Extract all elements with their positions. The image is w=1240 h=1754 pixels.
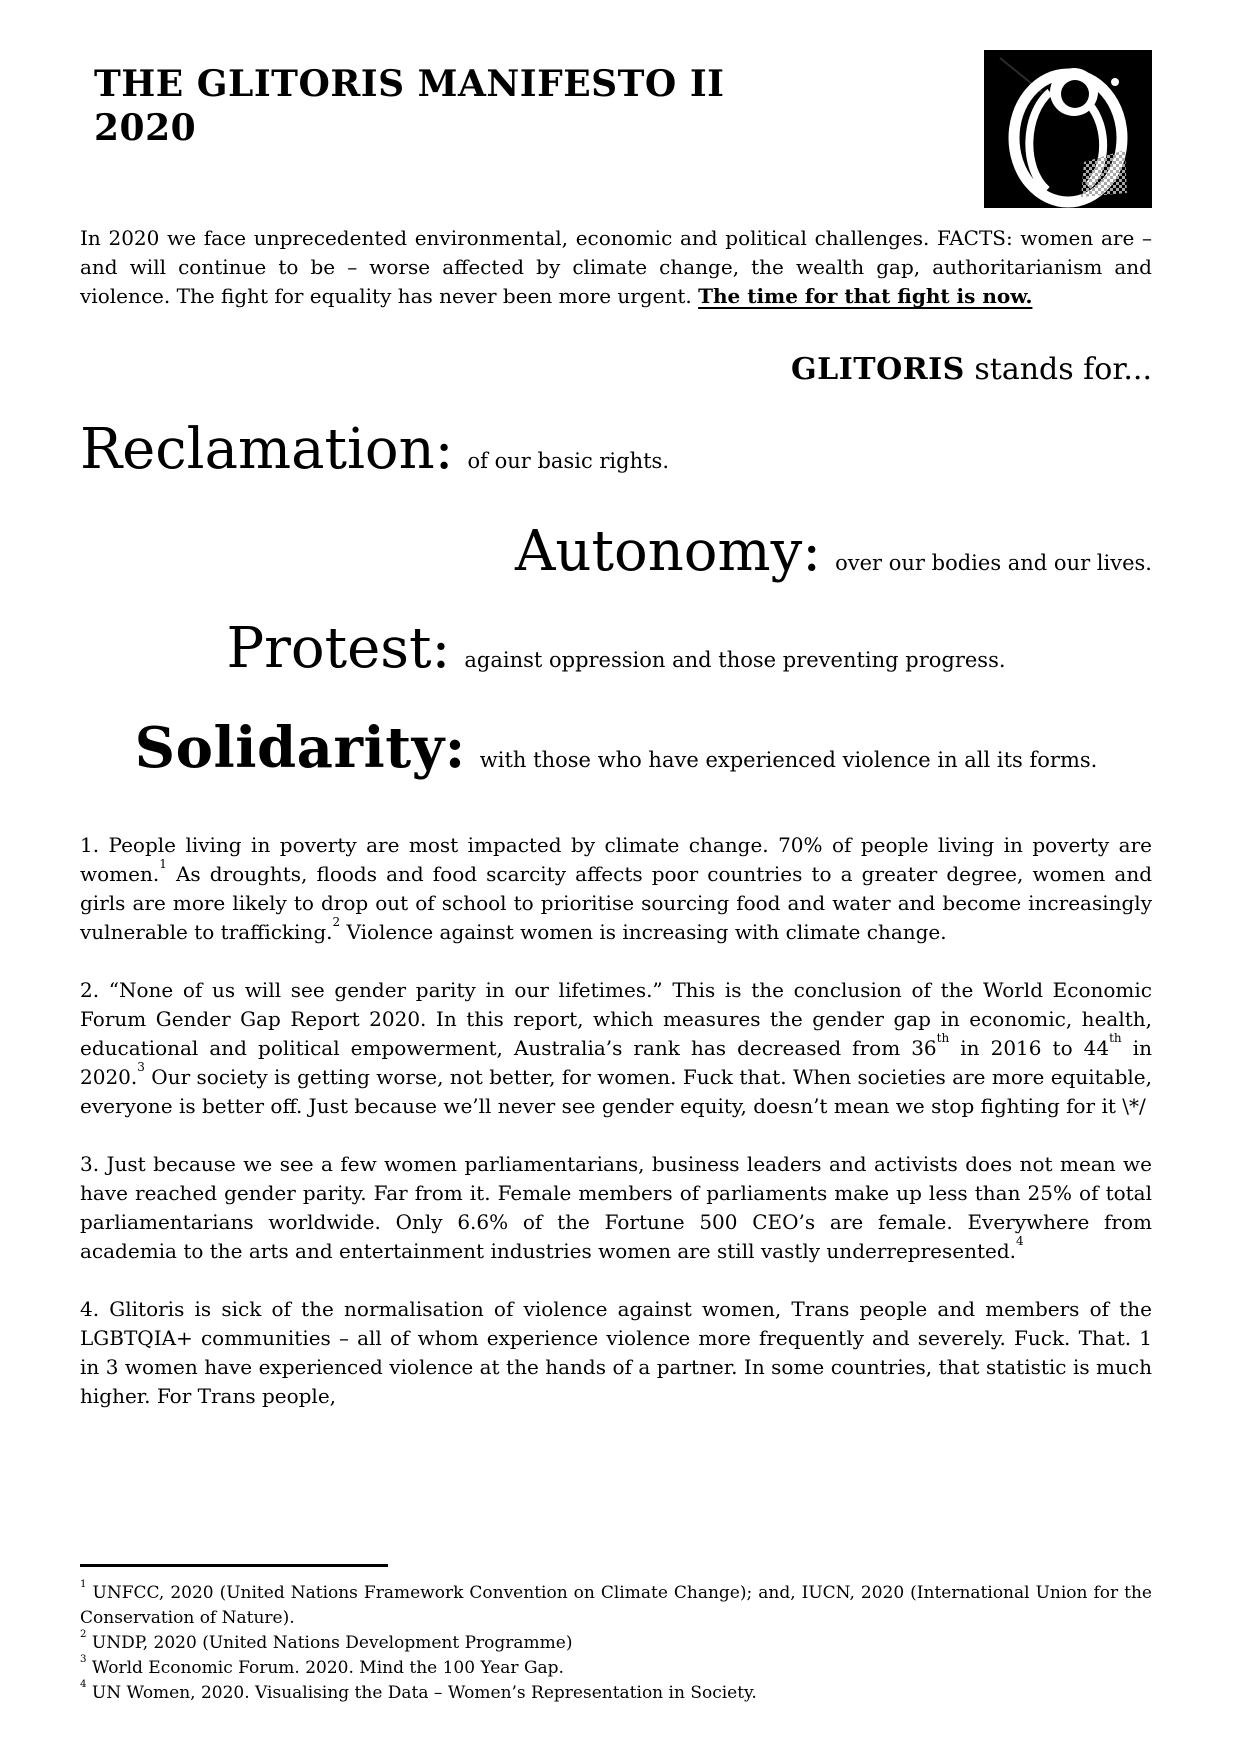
intro-paragraph [80, 224, 1152, 311]
value-solidarity [80, 714, 1152, 781]
paragraph-1 [80, 831, 1152, 947]
footnote-ref-4: 4 [1016, 1234, 1024, 1249]
footnote-text: World Economic Forum. 2020. Mind the 100 Year Gap. [86, 1658, 564, 1678]
paragraph-text: As droughts, floods and food scarcity affects poor countries to a greater degree, women and girls are more likely to drop out of school to prioritise sourcing food and water and become increasingly vulnerable to trafficking. [80, 862, 1152, 945]
value-tagline: of our basic rights. [467, 449, 669, 473]
footnote-marker: 4 [80, 1678, 87, 1690]
paragraph-text: in 2016 to 44 [949, 1036, 1110, 1061]
glitoris-logo [984, 50, 1152, 208]
footnote-text: UNFCC, 2020 (United Nations Framework Convention on Climate Change); and, IUCN, 2020 (International Union for the Conservation of Nature). [80, 1583, 1152, 1628]
value-protest [80, 618, 1152, 680]
stands-for-text: stands for... [964, 352, 1152, 387]
footnote-3 [80, 1653, 1152, 1681]
value-word: Solidarity: [134, 714, 466, 781]
value-tagline: with those who have experienced violence in all its forms. [479, 747, 1098, 772]
footnote-text: UN Women, 2020. Visualising the Data – Women’s Representation in Society. [86, 1683, 757, 1703]
value-reclamation [80, 419, 1152, 481]
paragraph-4 [80, 1295, 1152, 1411]
footnote-marker: 2 [80, 1628, 87, 1640]
paragraph-text: Violence against women is increasing with climate change. [340, 920, 947, 945]
value-tagline: against oppression and those preventing progress. [464, 648, 1006, 673]
intro-text: In 2020 we face unprecedented environmental, economic and political challenges. FACTS: women are – and will continue to be – worse affected by climate change, the wealth gap, authoritarianism and violence. The fight for equality has never been more urgent. [80, 226, 1152, 308]
paragraph-text: 3. Just because we see a few women parliamentarians, business leaders and activists does not mean we have reached gender parity. Far from it. Female members of parliaments make up less than 25% of total parliamentarians worldwide. Only 6.6% of the Fortune 500 CEO’s are female. Everywhere from academia to the arts and entertainment industries women are still vastly underrepresented. [80, 1152, 1152, 1264]
page-content [80, 50, 1152, 1411]
glitoris-logo-icon [984, 50, 1152, 208]
paragraph-text: in 2020. [80, 1036, 1152, 1090]
paragraph-text: 4. Glitoris is sick of the normalisation of violence against women, Trans people and members of the LGBTQIA+ communities – all of whom experience violence more frequently and severely. Fuck. That. 1 in 3 women have experienced violence at the hands of a partner. In some countries, that statistic is much higher. For Trans people, [80, 1297, 1152, 1409]
title-line-2: 2020 [94, 107, 197, 149]
footnote-separator [80, 1564, 388, 1567]
footnote-ref-2: 2 [332, 915, 341, 930]
footnote-marker: 1 [80, 1578, 87, 1590]
footnote-2 [80, 1628, 1152, 1656]
footnote-ref-3: 3 [137, 1060, 145, 1075]
footnotes-section [80, 1564, 1152, 1706]
footnote-4 [80, 1678, 1152, 1706]
footnote-text: UNDP, 2020 (United Nations Development Programme) [86, 1633, 573, 1653]
ordinal-suffix: th [1109, 1031, 1122, 1046]
page-title [80, 50, 725, 150]
header [80, 50, 1152, 208]
footnote-marker: 3 [80, 1653, 87, 1665]
footnote-ref-1: 1 [159, 857, 167, 872]
stands-for-line [80, 351, 1152, 389]
value-word: Reclamation: [80, 417, 454, 482]
value-tagline: over our bodies and our lives. [835, 550, 1152, 575]
ordinal-suffix: th [936, 1031, 950, 1046]
paragraph-text: Our society is getting worse, not better, for women. Fuck that. When societies are more equitable, everyone is better off. Just because we’ll never see gender equity, doesn’t mean we stop fighting for it \*/ [80, 1065, 1152, 1119]
footnote-1 [80, 1578, 1152, 1631]
paragraph-2 [80, 976, 1152, 1121]
paragraph-text: 1. People living in poverty are most impacted by climate change. 70% of people living in poverty are women. [80, 833, 1152, 887]
value-autonomy [80, 518, 1152, 584]
value-word: Autonomy: [514, 518, 822, 584]
paragraph-text: 2. “None of us will see gender parity in our lifetimes.” This is the conclusion of the World Economic Forum Gender Gap Report 2020. In this report, which measures the gender gap in economic, health, educational and political empowerment, Australia’s rank has decreased from 36 [80, 978, 1152, 1061]
title-line-1: THE GLITORIS MANIFESTO II [94, 63, 725, 105]
intro-emphasis: The time for that fight is now. [698, 284, 1033, 308]
value-word: Protest: [226, 616, 451, 682]
acronym: GLITORIS [791, 352, 965, 387]
paragraph-3 [80, 1150, 1152, 1266]
